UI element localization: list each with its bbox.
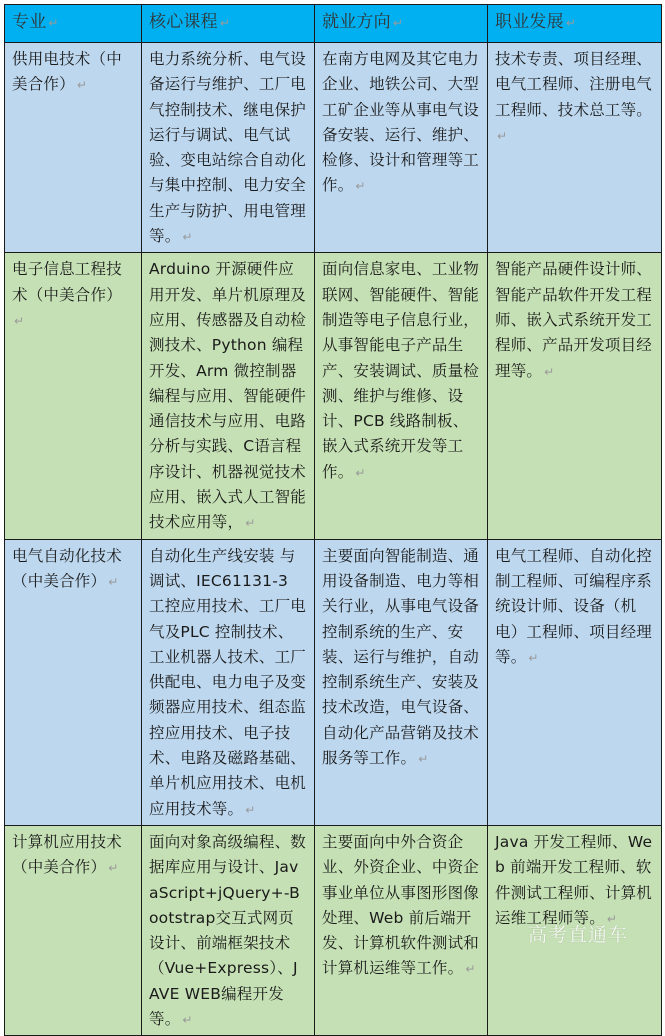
table-row [5, 253, 662, 539]
paragraph-mark-icon: ↵ [76, 78, 88, 93]
paragraph-mark-icon: ↵ [528, 650, 539, 665]
cell-career: 技术专责、项目经理、电气工程师、注册电气工程师、技术总工等。↵ [488, 43, 662, 253]
paragraph-mark-icon: ↵ [14, 313, 25, 328]
cell-employment: 在南方电网及其它电力企业、地铁公司、大型工矿企业等从事电气设备安装、运行、维护、检修、设计和管理等工作。 ↵ [315, 43, 488, 253]
paragraph-mark-icon: ↵ [245, 516, 256, 531]
paragraph-mark-icon: ↵ [355, 465, 366, 480]
table-row [5, 539, 662, 825]
cell-career: 智能产品硬件设计师、智能产品软件开发工程师、嵌入式系统开发工程师、产品开发项目经理等。 ↵ [488, 253, 662, 539]
cell-employment: 主要面向智能制造、通用设备制造、电力等相关行业，从事电气设备控制系统的生产、安装、运行与维护，自动控制系统生产、安装及技术改造，电气设备、自动化产品营销及技术服务等工作。 ↵ [315, 539, 488, 825]
header-core-courses: 核心课程 ↵ [142, 5, 315, 43]
paragraph-mark-icon: ↵ [245, 802, 256, 817]
watermark: 高考直通车 [528, 924, 629, 946]
cell-courses: 电力系统分析、电气设备运行与维护、工厂电气控制技术、继电保护运行与调试、电气试验、变电站综合自动化与集中控制、电力安全生产与防护、用电管理等。 ↵ [142, 43, 315, 253]
paragraph-mark-icon: ↵ [465, 962, 476, 977]
header-career: 职业发展 ↵ [488, 5, 662, 43]
paragraph-mark-icon: ↵ [355, 179, 366, 194]
paragraph-mark-icon: ↵ [418, 752, 429, 767]
table-row [5, 43, 662, 253]
cell-courses: Arduino 开源硬件应用开发、单片机原理及应用、传感器及自动检测技术、Python 编程开发、Arm 微控制器编程与应用、智能硬件通信技术与应用、电路分析与实践、C语言程序设计、机器视觉技术应用、嵌入式人工智能技术应用等， ↵ [142, 253, 315, 539]
cell-major: 电气自动化技术（中美合作） ↵ [5, 539, 142, 825]
paragraph-mark-icon: ↵ [108, 574, 119, 589]
cell-employment: 主要面向中外合资企业、外资企业、中资企事业单位从事图形图像处理、Web 前后端开发、计算机软件测试和计算机运维等工作。 ↵ [315, 825, 488, 1035]
majors-table [4, 4, 662, 1036]
paragraph-mark-icon: ↵ [48, 16, 59, 30]
table-header-row [5, 5, 662, 43]
cell-courses: 面向对象高级编程、数据库应用与设计、JavaScript+jQuery+-Bootstrap交互式网页设计、前端框架技术（Vue+Express）、JAVE WEB编程开发等。 ↵ [142, 825, 315, 1035]
cell-career: Java 开发工程师、Web 前端开发工程师、软件测试工程师、计算机运维工程师等。 ↵ [488, 825, 662, 1035]
paragraph-mark-icon: ↵ [182, 1012, 193, 1027]
cell-employment: 面向信息家电、工业物联网、智能硬件、智能制造等电子信息行业，从事智能电子产品生产、安装调试、质量检测、维护与维修、设计、PCB 线路制板、嵌入式系统开发等工作。 ↵ [315, 253, 488, 539]
paragraph-mark-icon: ↵ [565, 16, 577, 30]
paragraph-mark-icon: ↵ [497, 128, 508, 143]
paragraph-mark-icon: ↵ [219, 16, 231, 30]
header-major: 专业 ↵ [5, 5, 142, 43]
cell-major: 电子信息工程技术（中美合作）↵ [5, 253, 142, 539]
paragraph-mark-icon: ↵ [182, 230, 193, 245]
cell-career: 电气工程师、自动化控制工程师、可编程序系统设计师、设备（机电）工程师、项目经理等。 ↵ [488, 539, 662, 825]
cell-major: 供用电技术（中美合作） ↵ [5, 43, 142, 253]
paragraph-mark-icon: ↵ [606, 911, 618, 926]
cell-major: 计算机应用技术（中美合作） ↵ [5, 825, 142, 1035]
header-employment: 就业方向 ↵ [315, 5, 488, 43]
paragraph-mark-icon: ↵ [108, 861, 119, 876]
paragraph-mark-icon: ↵ [544, 364, 555, 379]
cell-courses: 自动化生产线安装 与调试、IEC61131-3 工控应用技术、工厂电气及PLC 控制技术、工业机器人技术、工厂供配电、电力电子及变频器应用技术、组态监控应用技术、电子技术、电路及磁路基础、单片机应用技术、电机应用技术等。 ↵ [142, 539, 315, 825]
paragraph-mark-icon: ↵ [392, 16, 404, 30]
